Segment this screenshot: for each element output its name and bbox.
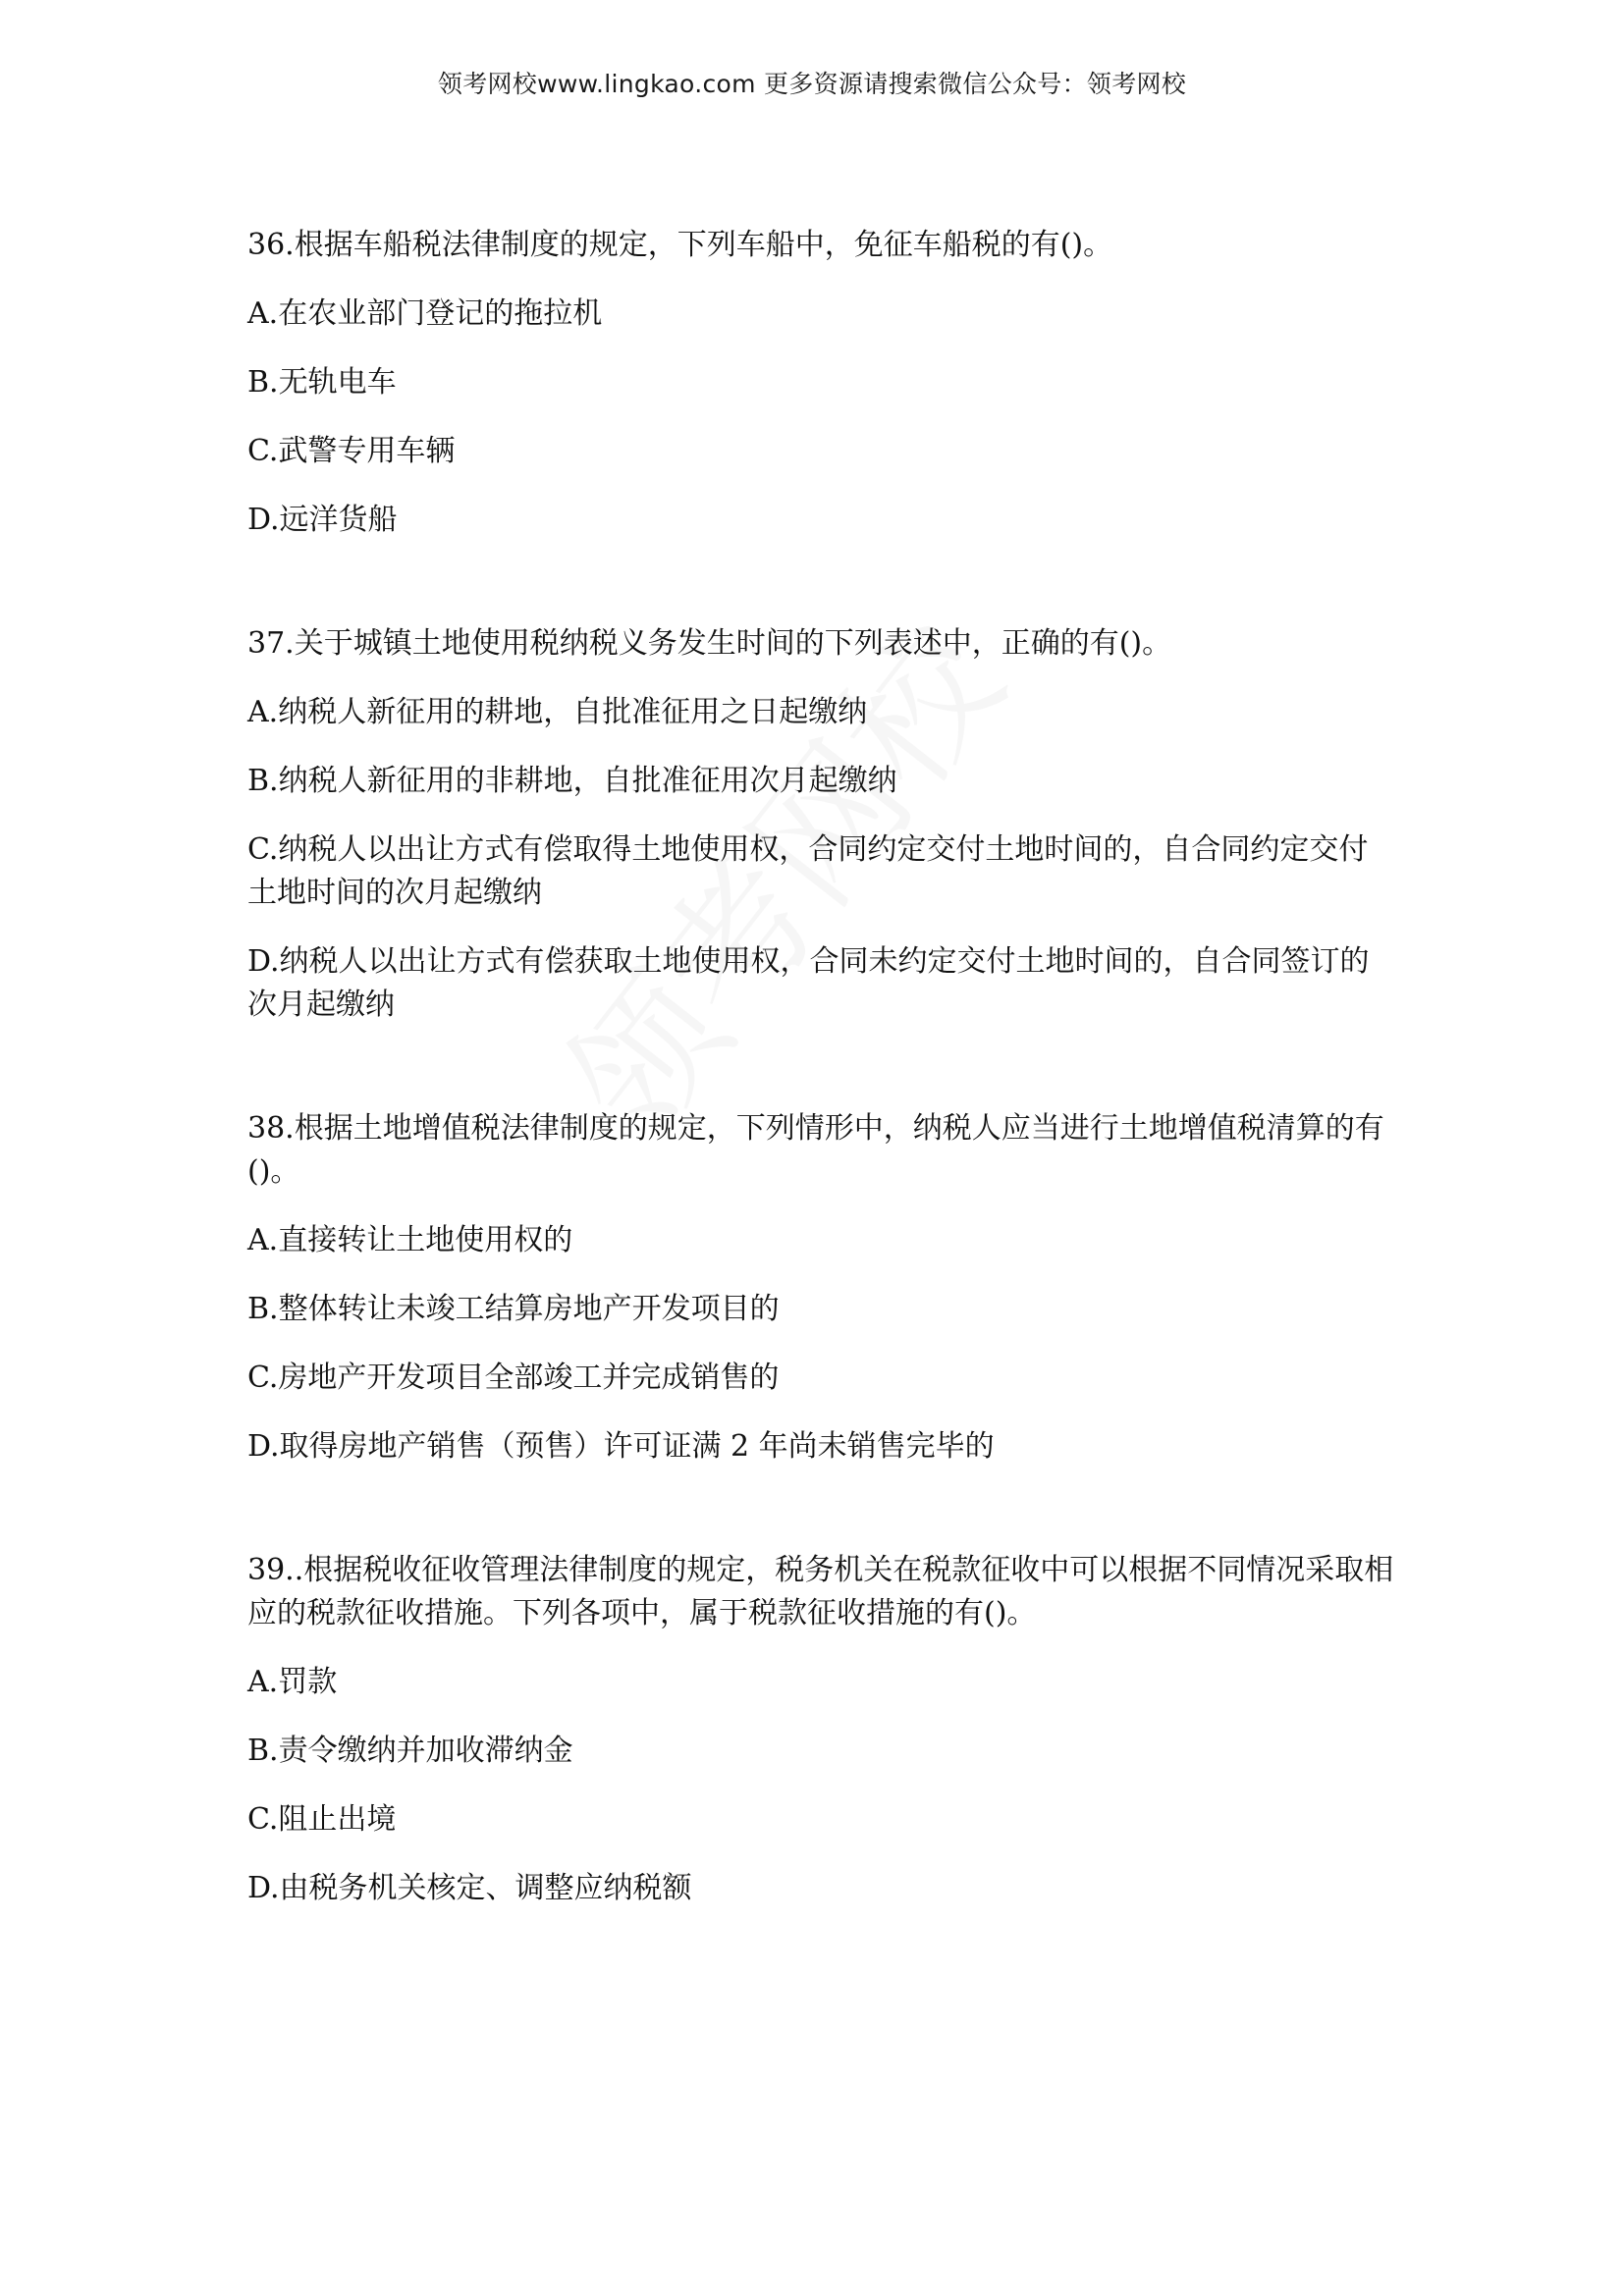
document-body [247, 224, 1396, 1991]
question-title: 39..根据税收征收管理法律制度的规定，税务机关在税款征收中可以根据不同情况采取相应的税款征收措施。下列各项中，属于税款征收措施的有()。 [247, 1553, 1394, 1630]
option-b: B.纳税人新征用的非耕地，自批准征用次月起缴纳 [247, 764, 897, 798]
option-c: C.纳税人以出让方式有偿取得土地使用权，合同约定交付土地时间的，自合同约定交付土地时间的次月起缴纳 [247, 832, 1369, 910]
question-38 [247, 1107, 1396, 1468]
option-d: D.纳税人以出让方式有偿获取土地使用权，合同未约定交付土地时间的，自合同签订的次月起缴纳 [247, 944, 1370, 1022]
question-39 [247, 1549, 1396, 1910]
question-title: 37.关于城镇土地使用税纳税义务发生时间的下列表述中，正确的有()。 [247, 626, 1172, 661]
option-a: A.罚款 [247, 1665, 338, 1699]
option-c: C.阻止出境 [247, 1802, 397, 1837]
option-c: C.房地产开发项目全部竣工并完成销售的 [247, 1361, 780, 1395]
question-36 [247, 224, 1396, 542]
option-a: A.直接转让土地使用权的 [247, 1223, 573, 1257]
option-b: B.整体转让未竣工结算房地产开发项目的 [247, 1292, 780, 1326]
option-d: D.远洋货船 [247, 503, 398, 537]
question-title: 36.根据车船税法律制度的规定，下列车船中，免征车船税的有()。 [247, 228, 1113, 262]
option-a: A.在农业部门登记的拖拉机 [247, 296, 603, 331]
page-header: 领考网校www.lingkao.com 更多资源请搜索微信公众号：领考网校 [437, 70, 1187, 98]
option-a: A.纳税人新征用的耕地，自批准征用之日起缴纳 [247, 695, 868, 729]
question-37 [247, 622, 1396, 1027]
option-d: D.取得房地产销售（预售）许可证满 2 年尚未销售完毕的 [247, 1429, 995, 1464]
option-c: C.武警专用车辆 [247, 434, 456, 468]
option-b: B.无轨电车 [247, 365, 397, 400]
option-b: B.责令缴纳并加收滞纳金 [247, 1734, 573, 1768]
option-d: D.由税务机关核定、调整应纳税额 [247, 1871, 692, 1905]
question-title: 38.根据土地增值税法律制度的规定，下列情形中，纳税人应当进行土地增值税清算的有()。 [247, 1111, 1384, 1189]
